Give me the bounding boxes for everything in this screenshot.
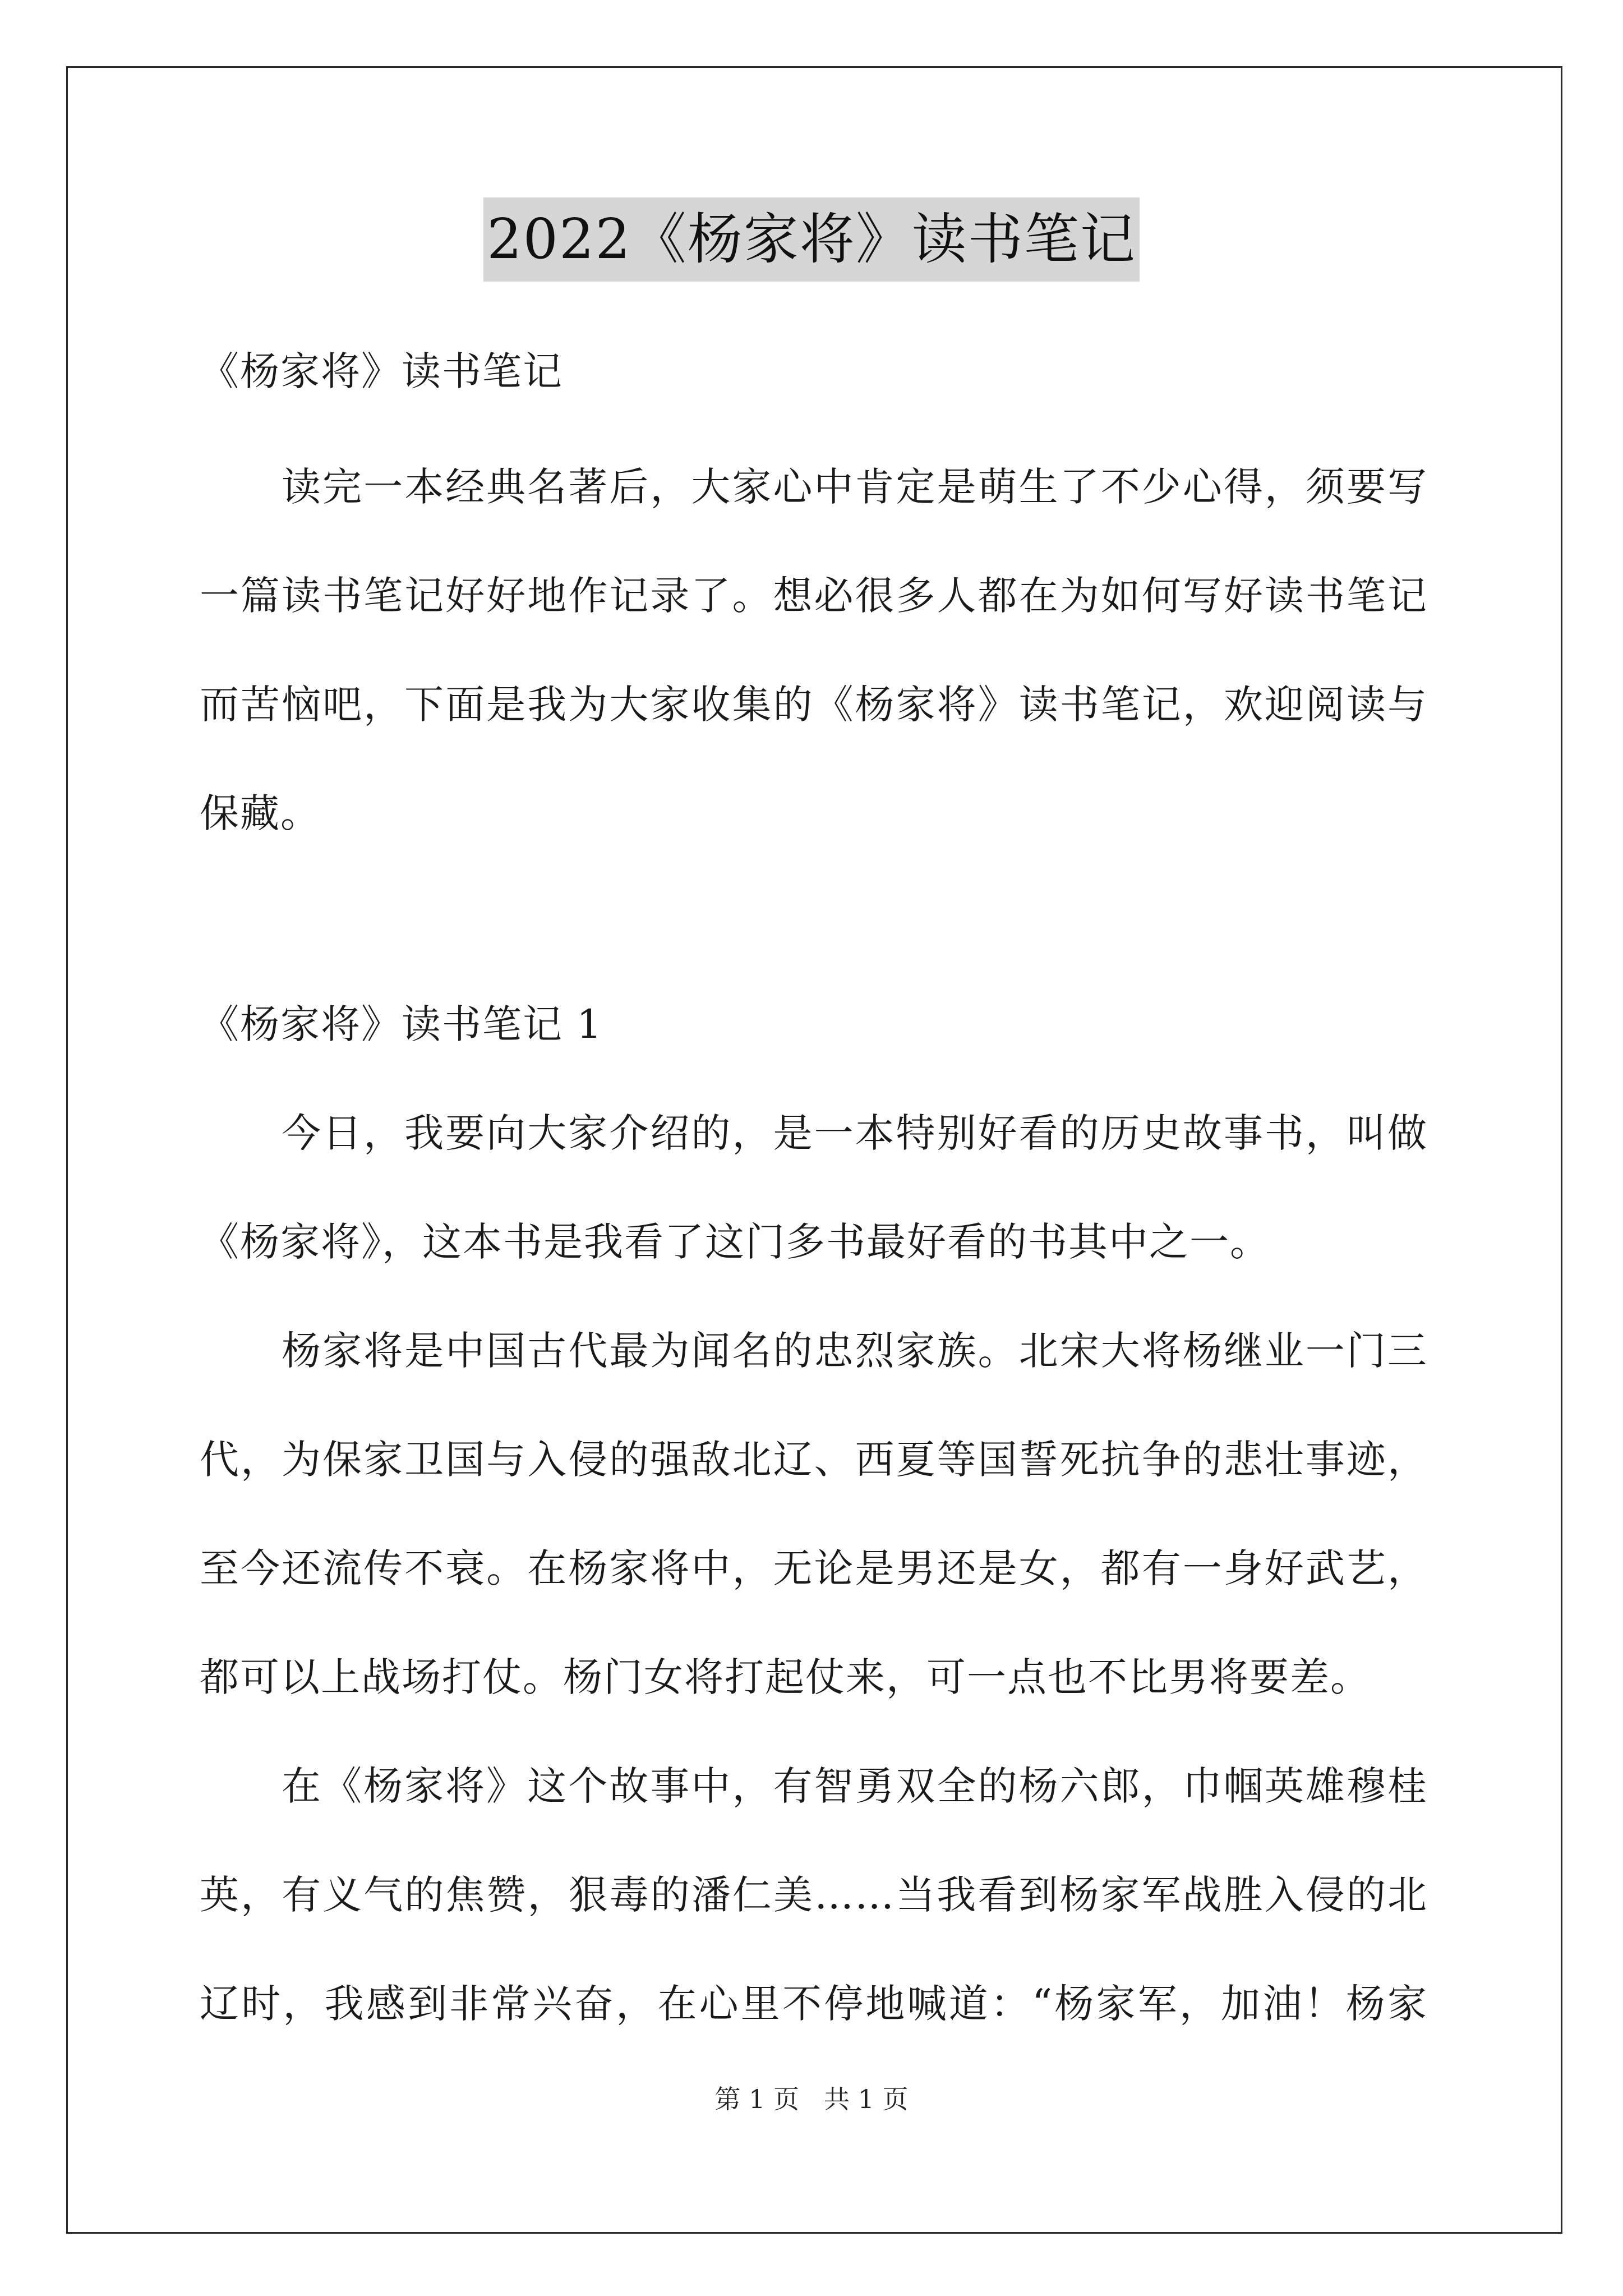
paragraph-line: 今日，我要向大家介绍的，是一本特别好看的历史故事书，叫做 — [282, 1110, 1428, 1156]
paragraph-line: 而苦恼吧，下面是我为大家收集的《杨家将》读书笔记，欢迎阅读与 — [200, 682, 1428, 728]
paragraph-line: 都可以上战场打仗。杨门女将打起仗来，可一点也不比男将要差。 — [200, 1654, 1371, 1700]
paragraph-line: 在《杨家将》这个故事中，有智勇双全的杨六郎，巾帼英雄穆桂 — [282, 1763, 1428, 1809]
document-title: 2022《杨家将》读书笔记 — [483, 197, 1139, 282]
paragraph-line: 至今还流传不衰。在杨家将中，无论是男还是女，都有一身好武艺， — [200, 1545, 1428, 1591]
title-container — [0, 197, 1623, 282]
section-heading: 《杨家将》读书笔记 — [200, 348, 563, 394]
page-number: 第 1 页 — [714, 2084, 799, 2114]
paragraph-line: 代，为保家卫国与入侵的强敌北辽、西夏等国誓死抗争的悲壮事迹， — [200, 1437, 1428, 1483]
paragraph-line: 一篇读书笔记好好地作记录了。想必很多人都在为如何写好读书笔记 — [200, 573, 1428, 619]
paragraph-line: 英，有义气的焦赞，狠毒的潘仁美……当我看到杨家军战胜入侵的北 — [200, 1872, 1428, 1918]
page-total: 共 1 页 — [824, 2084, 909, 2114]
page-footer — [0, 2082, 1623, 2116]
paragraph-line: 辽时，我感到非常兴奋，在心里不停地喊道：“杨家军，加油！杨家 — [200, 1981, 1428, 2027]
paragraph-line: 读完一本经典名著后，大家心中肯定是萌生了不少心得，须要写 — [282, 464, 1428, 510]
paragraph-line: 杨家将是中国古代最为闻名的忠烈家族。北宋大将杨继业一门三 — [282, 1328, 1428, 1374]
paragraph-line: 《杨家将》，这本书是我看了这门多书最好看的书其中之一。 — [200, 1219, 1270, 1265]
paragraph-line: 保藏。 — [200, 790, 321, 836]
section-heading: 《杨家将》读书笔记 1 — [200, 1001, 603, 1047]
